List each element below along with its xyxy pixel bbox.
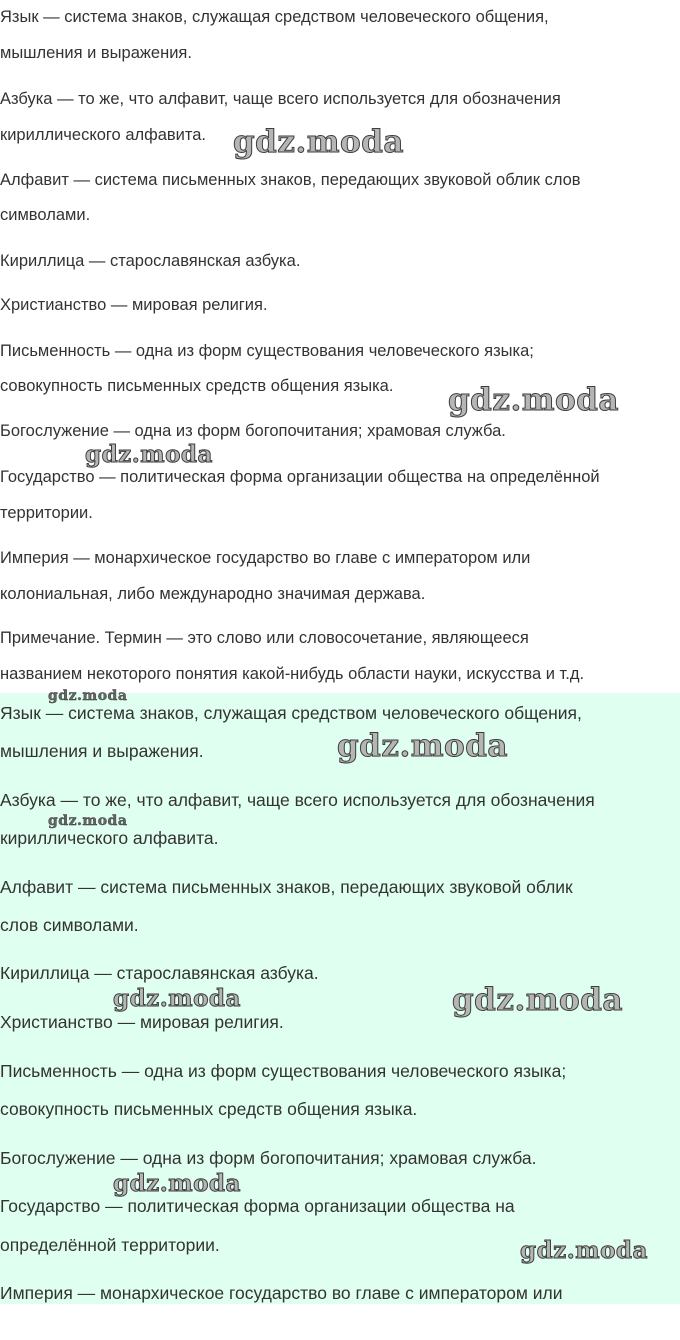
text-line: кириллического алфавита. (0, 828, 219, 848)
watermark-logo: gdz.moda (233, 124, 404, 160)
text-line: кириллического алфавита. (0, 126, 206, 144)
text-line: мышления и выражения. (0, 741, 204, 761)
text-line: Азбука — то же, что алфавит, чаще всего используется для обозначения (0, 790, 595, 810)
text-line: Христианство — мировая религия. (0, 1012, 284, 1032)
watermark-logo: gdz.moda (113, 1170, 241, 1197)
text-line: территории. (0, 504, 93, 522)
text-line: Письменность — одна из форм существования человеческого языка; (0, 1061, 567, 1081)
watermark-logo: gdz.moda (48, 688, 128, 704)
text-line: совокупность письменных средств общения языка. (0, 1099, 418, 1119)
watermark-logo: gdz.moda (48, 813, 128, 829)
watermark-logo: gdz.moda (448, 382, 619, 418)
text-line: определённой территории. (0, 1235, 220, 1255)
text-line: Христианство — мировая религия. (0, 296, 268, 314)
watermark-logo: gdz.moda (520, 1237, 648, 1264)
text-line: Государство — политическая форма организации общества на (0, 1196, 515, 1216)
text-line: названием некоторого понятия какой-нибудь области науки, искусства и т.д. (0, 665, 585, 683)
text-line: Алфавит — система письменных знаков, передающих звуковой облик слов (0, 171, 581, 189)
text-line: символами. (0, 206, 91, 224)
text-line: Богослужение — одна из форм богопочитания; храмовая служба. (0, 1148, 537, 1168)
text-line: Примечание. Термин — это слово или словосочетание, являющееся (0, 629, 529, 647)
watermark-logo: gdz.moda (113, 985, 241, 1012)
watermark-logo: gdz.moda (452, 982, 623, 1018)
text-line: Империя — монархическое государство во главе с императором или (0, 1283, 563, 1303)
watermark-logo: gdz.moda (337, 728, 508, 764)
text-line: колониальная, либо международно значимая держава. (0, 585, 426, 603)
text-line: Богослужение — одна из форм богопочитания; храмовая служба. (0, 422, 506, 440)
text-line: Кириллица — старославянская азбука. (0, 963, 319, 983)
watermark-logo: gdz.moda (85, 441, 213, 468)
text-line: мышления и выражения. (0, 44, 192, 62)
text-line: Язык — система знаков, служащая средством человеческого общения, (0, 8, 549, 26)
text-line: Язык — система знаков, служащая средством человеческого общения, (0, 703, 582, 723)
text-line: Империя — монархическое государство во главе с императором или (0, 549, 531, 567)
text-line: Письменность — одна из форм существования человеческого языка; (0, 342, 534, 360)
text-line: Азбука — то же, что алфавит, чаще всего используется для обозначения (0, 90, 561, 108)
text-line: слов символами. (0, 915, 139, 935)
text-line: Кириллица — старославянская азбука. (0, 252, 301, 270)
text-line: совокупность письменных средств общения языка. (0, 377, 394, 395)
text-line: Государство — политическая форма организации общества на определённой (0, 468, 600, 486)
text-line: Алфавит — система письменных знаков, передающих звуковой облик (0, 877, 573, 897)
